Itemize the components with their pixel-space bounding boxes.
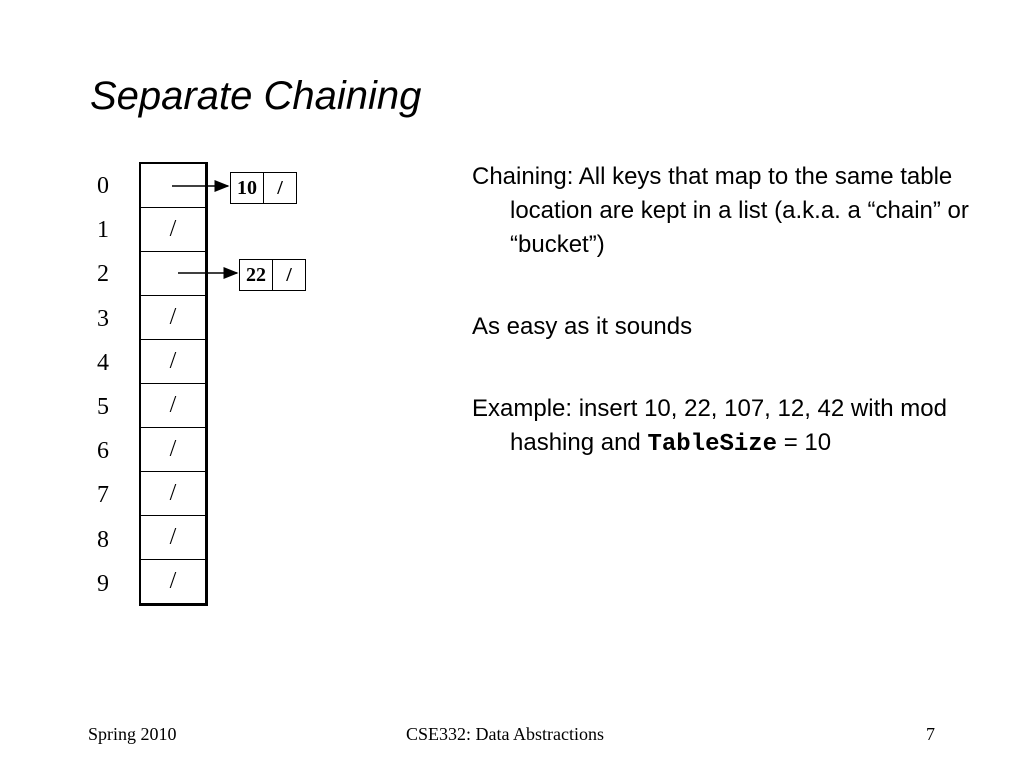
node-next: / [286, 264, 292, 286]
example-text: Example: insert 10, 22, 107, 12, 42 with mod hashing and [472, 395, 947, 456]
chain-node [239, 259, 306, 291]
bucket-cell: / [141, 340, 205, 384]
node-key: 10 [231, 173, 264, 203]
bullet-chaining [472, 160, 992, 262]
node-key: 22 [240, 260, 273, 290]
bucket-cell: / [169, 568, 177, 594]
bucket-cell: / [141, 296, 205, 340]
index-label: 6 [97, 438, 109, 465]
bucket-cell: / [141, 472, 205, 516]
code-tablesize: TableSize [647, 431, 778, 458]
slide-title: Separate Chaining [90, 74, 422, 118]
chain-node [230, 172, 297, 204]
index-label: 1 [97, 217, 109, 244]
bullet-text: As easy as it sounds [472, 313, 693, 340]
footer-center: CSE332: Data Abstractions [406, 724, 604, 744]
bucket-cell: / [141, 384, 205, 428]
node-next: / [277, 177, 283, 199]
bullet-text: Chaining: All keys that map to the same table location are kept in a list (a.k.a. a “chain” or “bucket”) [472, 163, 969, 258]
index-label: 9 [97, 570, 109, 597]
bullet-text [472, 392, 992, 462]
bucket-cell: / [141, 428, 205, 472]
bullet-easy [472, 310, 992, 344]
footer-page-number: 7 [926, 724, 935, 744]
footer-left: Spring 2010 [88, 724, 177, 744]
index-label: 8 [97, 526, 109, 553]
example-text-end: = 10 [777, 429, 832, 456]
bucket-cell: / [141, 516, 205, 560]
index-label: 7 [97, 482, 109, 509]
index-label: 4 [97, 349, 109, 376]
index-label: 3 [97, 305, 109, 332]
index-label: 0 [97, 173, 109, 199]
bucket-cell: / [141, 208, 205, 252]
index-label: 2 [97, 261, 109, 288]
bullet-example [472, 392, 992, 462]
index-label: 5 [97, 393, 109, 420]
